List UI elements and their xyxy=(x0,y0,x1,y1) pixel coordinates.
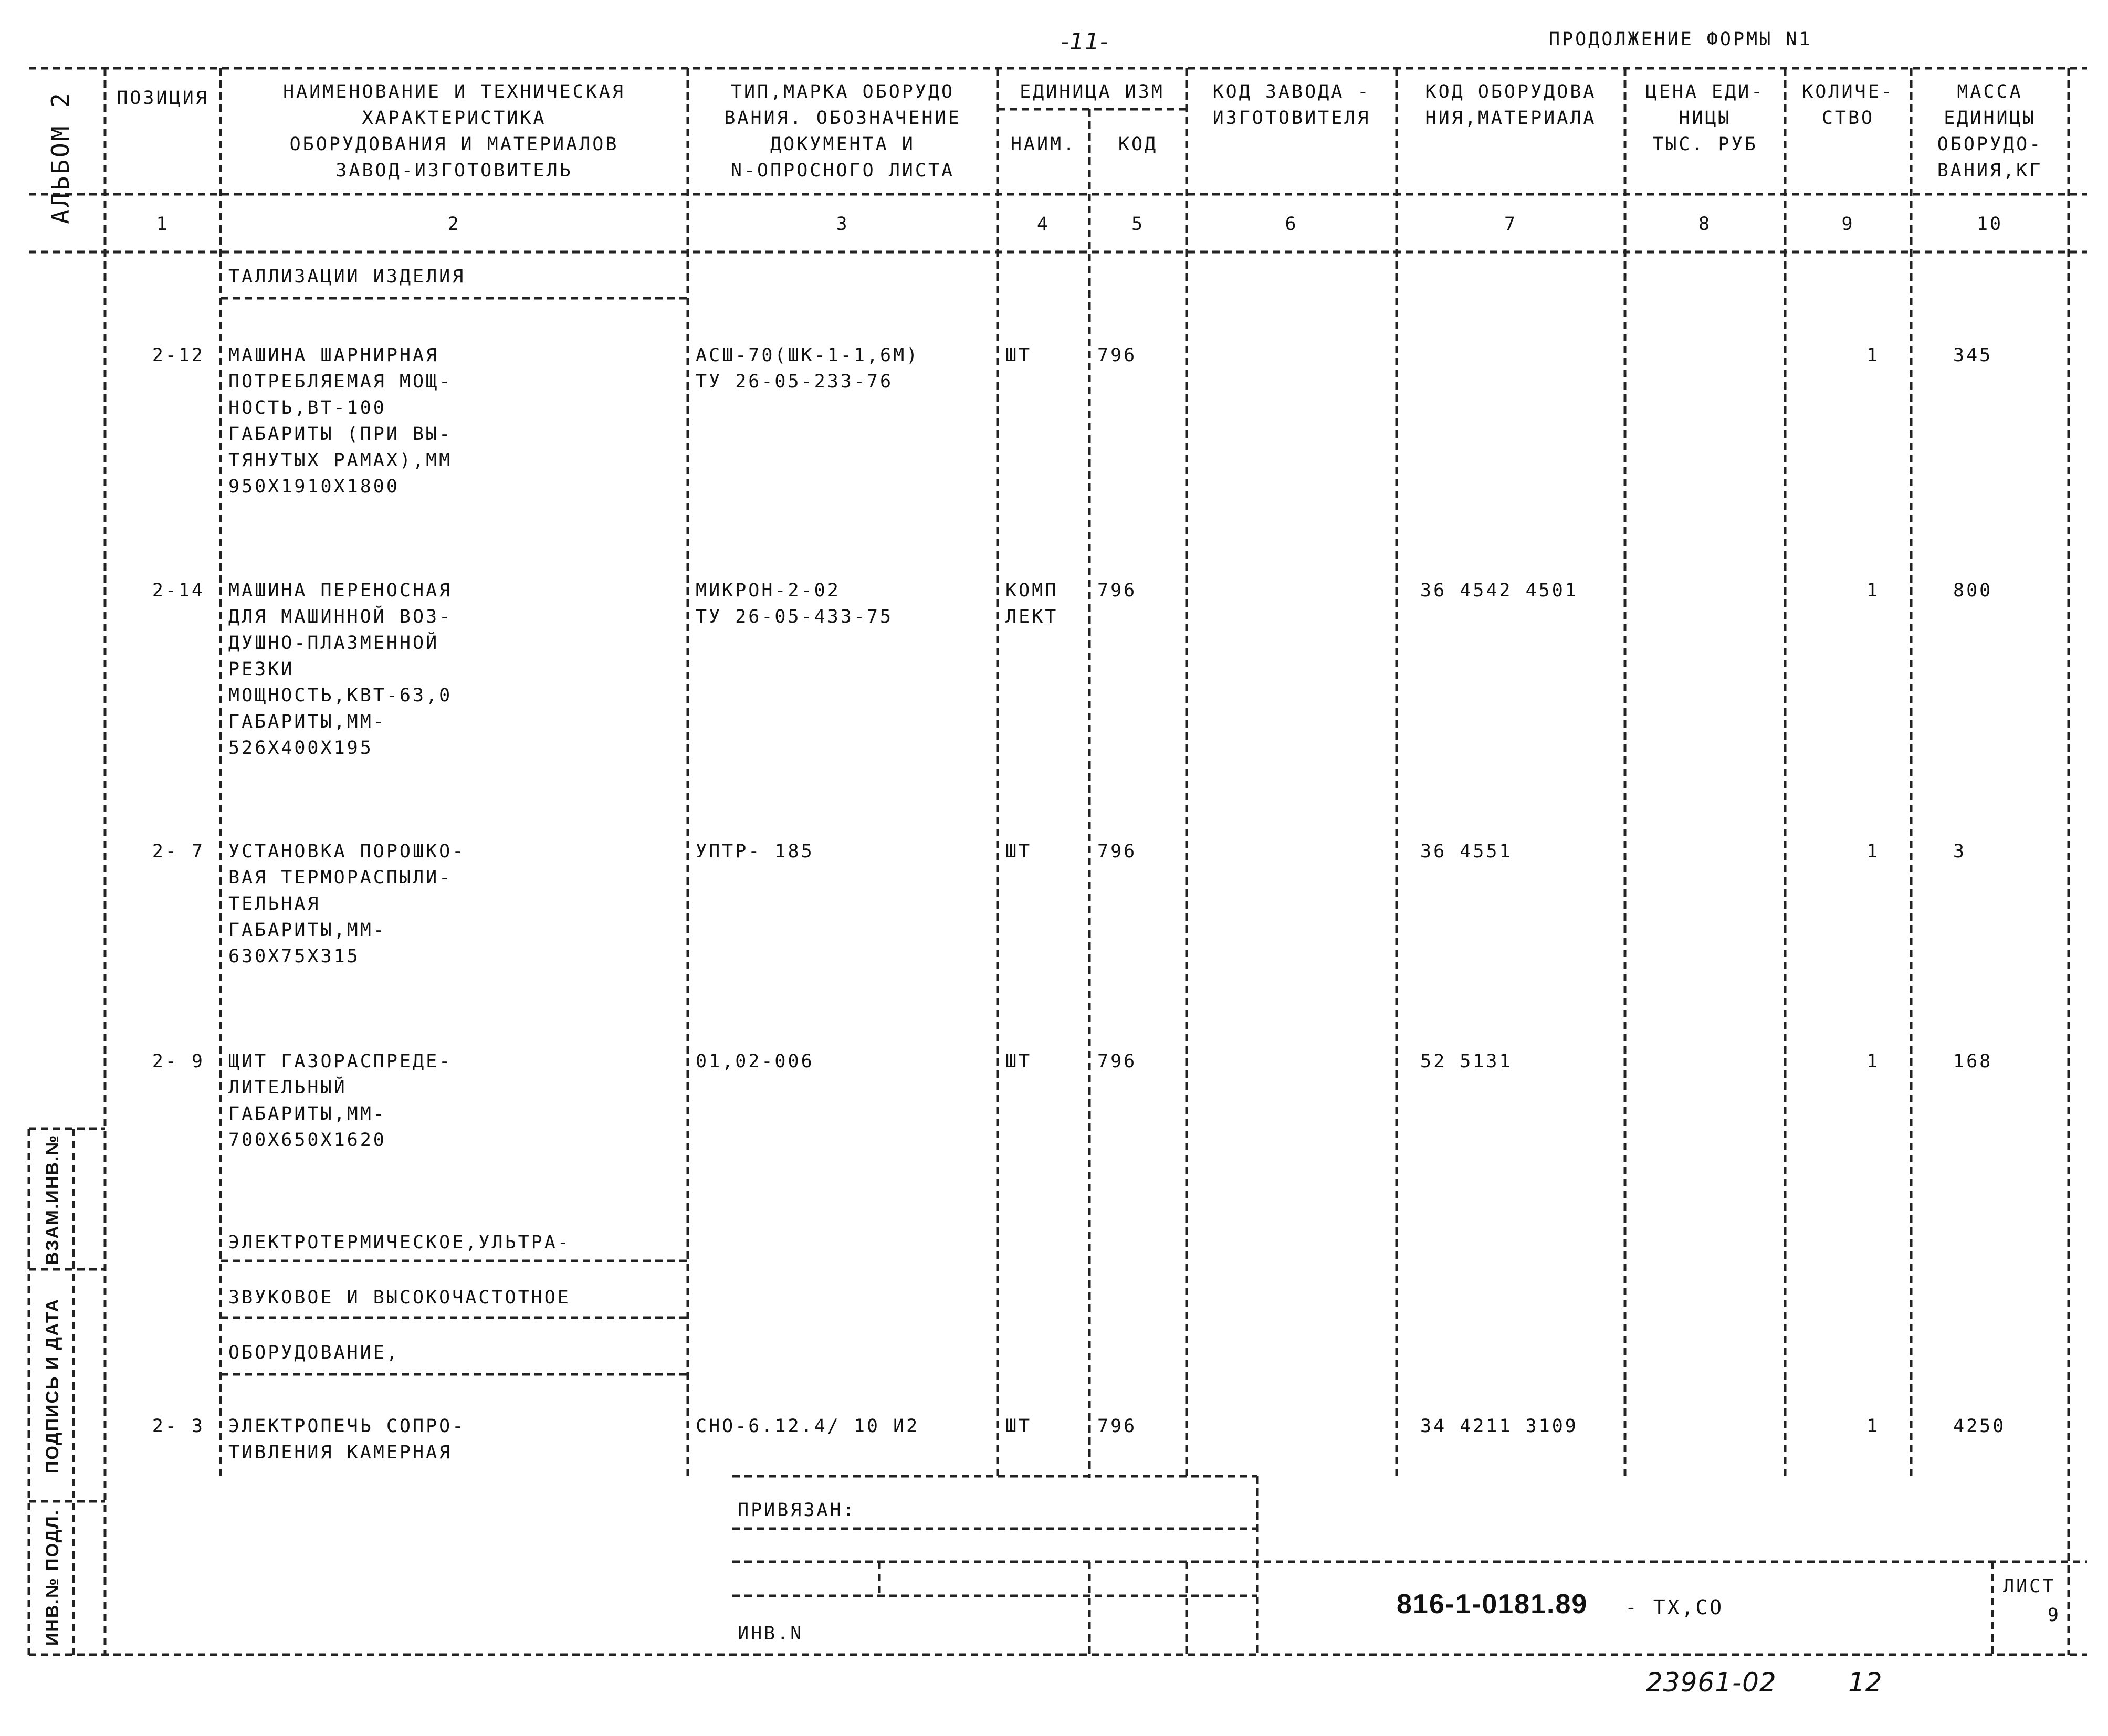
header-type-3: ДОКУМЕНТА И xyxy=(770,134,915,155)
row-type-line: ТУ 26-05-433-75 xyxy=(696,606,894,627)
header-position: ПОЗИЦИЯ xyxy=(117,88,209,109)
col-number: 5 xyxy=(1131,214,1145,235)
row-name-line: РЕЗКИ xyxy=(228,659,295,680)
row-mass: 800 xyxy=(1953,580,1993,601)
col-number: 3 xyxy=(836,214,850,235)
row-unit: ШТ xyxy=(1005,841,1032,862)
row-type-line: 01,02-006 xyxy=(696,1051,814,1072)
header-factory-2: ИЗГОТОВИТЕЛЯ xyxy=(1212,108,1371,129)
row-name-line: ТЕЛЬНАЯ xyxy=(228,893,321,914)
row-equip-code: 52 5131 xyxy=(1420,1051,1513,1072)
row-qty: 1 xyxy=(1866,345,1880,366)
row-unit: ШТ xyxy=(1005,345,1032,366)
sheet-label: ЛИСТ xyxy=(2003,1576,2056,1597)
header-price-2: НИЦЫ xyxy=(1679,108,1732,129)
row-mass: 4250 xyxy=(1953,1416,2006,1437)
row-unit: ЛЕКТ xyxy=(1005,606,1058,627)
header-price-3: ТЫС. РУБ xyxy=(1652,134,1758,155)
album-label: АЛЬБОМ 2 xyxy=(46,91,75,224)
stamp-inv: ИНВ.N xyxy=(738,1623,804,1644)
section-continued: ТАЛЛИЗАЦИИ ИЗДЕЛИЯ xyxy=(228,266,466,287)
row-name-line: ЩИТ ГАЗОРАСПРЕДЕ- xyxy=(228,1051,453,1072)
header-equip-1: КОД ОБОРУДОВА xyxy=(1425,81,1597,102)
row-equip-code: 36 4542 4501 xyxy=(1420,580,1578,601)
header-name-3: ОБОРУДОВАНИЯ И МАТЕРИАЛОВ xyxy=(289,134,619,155)
row-mass: 168 xyxy=(1953,1051,1993,1072)
row-name-line: НОСТЬ,ВТ-100 xyxy=(228,397,386,418)
header-type-1: ТИП,МАРКА ОБОРУДО xyxy=(730,81,955,102)
continuation-label: ПРОДОЛЖЕНИЕ ФОРМЫ N1 xyxy=(1549,29,1812,50)
header-name-1: НАИМЕНОВАНИЕ И ТЕХНИЧЕСКАЯ xyxy=(283,81,625,102)
row-position: 2- 9 xyxy=(152,1051,205,1072)
header-mass-3: ОБОРУДО- xyxy=(1937,134,2043,155)
row-name-line: ЭЛЕКТРОПЕЧЬ СОПРО- xyxy=(228,1416,466,1437)
section-heading-line: ЭЛЕКТРОТЕРМИЧЕСКОЕ,УЛЬТРА- xyxy=(228,1232,571,1253)
row-name-line: МАШИНА ПЕРЕНОСНАЯ xyxy=(228,580,453,601)
row-name-line: УСТАНОВКА ПОРОШКО- xyxy=(228,841,466,862)
header-mass-1: МАССА xyxy=(1957,81,2023,102)
header-name-2: ХАРАКТЕРИСТИКА xyxy=(362,108,547,129)
header-name-4: ЗАВОД-ИЗГОТОВИТЕЛЬ xyxy=(335,160,573,181)
row-name-line: 950X1910X1800 xyxy=(228,476,400,497)
sheet-number: 9 xyxy=(2047,1605,2061,1626)
header-factory-1: КОД ЗАВОДА - xyxy=(1212,81,1371,102)
row-name-line: ГАБАРИТЫ,ММ- xyxy=(228,711,386,732)
header-unit-code: КОД xyxy=(1118,134,1158,155)
row-unit-code: 796 xyxy=(1097,1051,1137,1072)
page-number: -11- xyxy=(1061,28,1109,55)
row-type-line: АСШ-70(ШК-1-1,6М) xyxy=(696,345,920,366)
row-type-line: СНО-6.12.4/ 10 И2 xyxy=(696,1416,920,1437)
row-name-line: ГАБАРИТЫ (ПРИ ВЫ- xyxy=(228,424,453,445)
row-unit-code: 796 xyxy=(1097,345,1137,366)
row-name-line: 526X400X195 xyxy=(228,738,373,759)
row-name-line: ТИВЛЕНИЯ КАМЕРНАЯ xyxy=(228,1442,453,1463)
row-name-line: ГАБАРИТЫ,ММ- xyxy=(228,1103,386,1124)
header-unit: ЕДИНИЦА ИЗМ xyxy=(1020,81,1165,102)
margin-label-original-inv: ИНВ.№ ПОДЛ. xyxy=(43,1509,62,1646)
row-type-line: МИКРОН-2-02 xyxy=(696,580,841,601)
footer-archive-number: 23961-02 xyxy=(1646,1667,1777,1698)
row-type-line: УПТР- 185 xyxy=(696,841,814,862)
row-equip-code: 36 4551 xyxy=(1420,841,1513,862)
row-unit-code: 796 xyxy=(1097,1416,1137,1437)
row-name-line: ДУШНО-ПЛАЗМЕННОЙ xyxy=(228,633,439,654)
row-position: 2- 7 xyxy=(152,841,205,862)
section-heading-line: ОБОРУДОВАНИЕ, xyxy=(228,1342,400,1363)
row-qty: 1 xyxy=(1866,1416,1880,1437)
header-qty-2: СТВО xyxy=(1821,108,1875,129)
margin-label-replaced-inv: ВЗАМ.ИНВ.№ xyxy=(43,1134,62,1265)
header-type-4: N-ОПРОСНОГО ЛИСТА xyxy=(730,160,955,181)
row-equip-code: 34 4211 3109 xyxy=(1420,1416,1578,1437)
col-number: 4 xyxy=(1036,214,1051,235)
row-name-line: ТЯНУТЫХ РАМАХ),ММ xyxy=(228,450,453,471)
row-name-line: ГАБАРИТЫ,ММ- xyxy=(228,920,386,941)
col-number: 1 xyxy=(156,214,170,235)
section-heading-line: ЗВУКОВОЕ И ВЫСОКОЧАСТОТНОЕ xyxy=(228,1287,571,1308)
row-name-line: 700X650X1620 xyxy=(228,1130,386,1151)
row-unit-code: 796 xyxy=(1097,841,1137,862)
header-price-1: ЦЕНА ЕДИ- xyxy=(1645,81,1765,102)
row-qty: 1 xyxy=(1866,580,1880,601)
stamp-privyazan: ПРИВЯЗАН: xyxy=(738,1500,856,1521)
row-name-line: МОЩНОСТЬ,КВТ-63,0 xyxy=(228,685,453,706)
row-name-line: ВАЯ ТЕРМОРАСПЫЛИ- xyxy=(228,867,453,888)
col-number: 8 xyxy=(1698,214,1712,235)
row-unit-code: 796 xyxy=(1097,580,1137,601)
header-mass-2: ЕДИНИЦЫ xyxy=(1944,108,2036,129)
header-type-2: ВАНИЯ. ОБОЗНАЧЕНИЕ xyxy=(724,108,961,129)
margin-label-signature-date: ПОДПИСЬ И ДАТА xyxy=(43,1298,62,1474)
row-unit: ШТ xyxy=(1005,1051,1032,1072)
row-position: 2-14 xyxy=(152,580,205,601)
row-name-line: ДЛЯ МАШИННОЙ ВОЗ- xyxy=(228,606,453,627)
header-qty-1: КОЛИЧЕ- xyxy=(1802,81,1894,102)
col-number: 6 xyxy=(1285,214,1298,235)
row-name-line: ЛИТЕЛЬНЫЙ xyxy=(228,1077,347,1098)
row-type-line: ТУ 26-05-233-76 xyxy=(696,371,894,392)
col-number: 10 xyxy=(1976,214,2004,235)
header-equip-2: НИЯ,МАТЕРИАЛА xyxy=(1425,108,1597,129)
row-name-line: МАШИНА ШАРНИРНАЯ xyxy=(228,345,439,366)
col-number: 7 xyxy=(1504,214,1518,235)
row-qty: 1 xyxy=(1866,1051,1880,1072)
row-unit: КОМП xyxy=(1005,580,1058,601)
header-mass-4: ВАНИЯ,КГ xyxy=(1937,160,2043,181)
header-unit-name: НАИМ. xyxy=(1010,134,1077,155)
document-suffix: - ТХ,СО xyxy=(1625,1596,1724,1619)
row-qty: 1 xyxy=(1866,841,1880,862)
col-number: 9 xyxy=(1841,214,1855,235)
document-number: 816-1-0181.89 xyxy=(1397,1589,1588,1619)
row-position: 2-12 xyxy=(152,345,205,366)
row-unit: ШТ xyxy=(1005,1416,1032,1437)
row-name-line: 630X75X315 xyxy=(228,946,360,967)
row-name-line: ПОТРЕБЛЯЕМАЯ МОЩ- xyxy=(228,371,453,392)
col-number: 2 xyxy=(447,214,461,235)
row-mass: 3 xyxy=(1953,841,1967,862)
row-mass: 345 xyxy=(1953,345,1993,366)
row-position: 2- 3 xyxy=(152,1416,205,1437)
footer-sheet-count: 12 xyxy=(1848,1667,1883,1698)
